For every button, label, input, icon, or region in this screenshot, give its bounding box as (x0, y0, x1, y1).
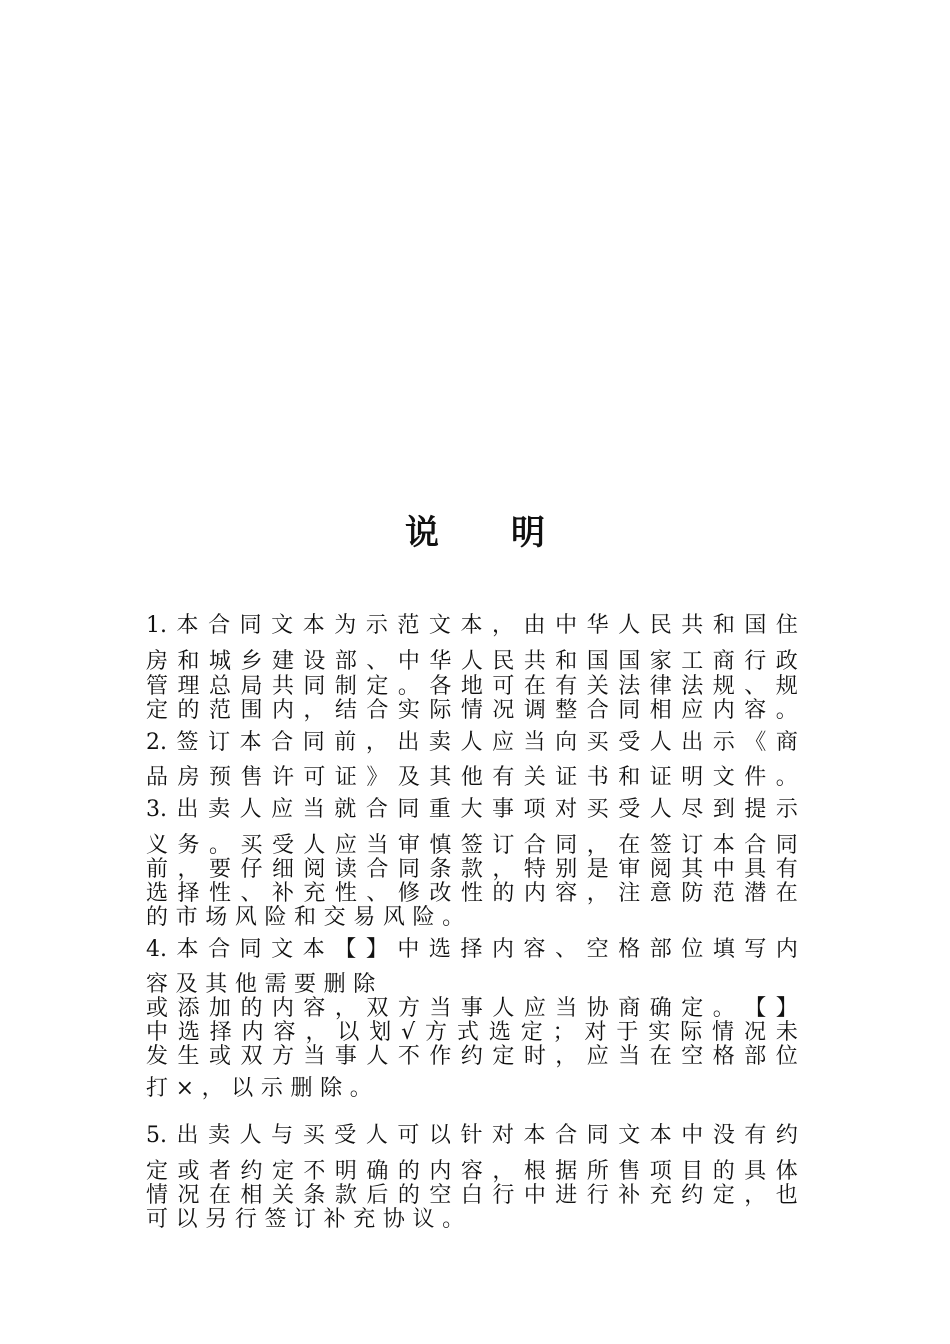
paragraph-4-line-1: 4. 本 合 同 文 本 【 】 中 选 择 内 容 、 空 格 部 位 填 写 内 (146, 937, 798, 962)
paragraph-4-line-4: 中 选 择 内 容 ， 以 划 √ 方 式 选 定 ； 对 于 实 际 情 况 未 (146, 1020, 798, 1045)
paragraph-3-line-2: 义 务 。 买 受 人 应 当 审 慎 签 订 合 同 ， 在 签 订 本 合 同 (146, 833, 798, 858)
paragraph-1-line-2: 房 和 城 乡 建 设 部 、 中 华 人 民 共 和 国 国 家 工 商 行 政 (146, 649, 798, 674)
paragraph-4-line-5: 发 生 或 双 方 当 事 人 不 作 约 定 时 ， 应 当 在 空 格 部 位 (146, 1044, 798, 1069)
paragraph-5-line-4: 可 以 另 行 签 订 补 充 协 议 。 (146, 1207, 465, 1232)
paragraph-5-line-3: 情 况 在 相 关 条 款 后 的 空 白 行 中 进 行 补 充 约 定 ， 也 (146, 1183, 798, 1208)
paragraph-3-line-5: 的 市 场 风 险 和 交 易 风 险 。 (146, 905, 465, 930)
paragraph-4-line-6: 打 × ， 以 示 删 除 。 (146, 1076, 372, 1101)
title-char-2: 明 (511, 513, 545, 553)
paragraph-3-line-1: 3. 出 卖 人 应 当 就 合 同 重 大 事 项 对 买 受 人 尽 到 提 示 (146, 797, 798, 822)
paragraph-1-line-1: 1. 本 合 同 文 本 为 示 范 文 本 ， 由 中 华 人 民 共 和 国 住 (146, 613, 798, 638)
paragraph-2-line-1: 2. 签 订 本 合 同 前 ， 出 卖 人 应 当 向 买 受 人 出 示 《 商 (146, 730, 798, 755)
title-char-1: 说 (405, 513, 439, 553)
paragraph-4-line-3: 或 添 加 的 内 容 ， 双 方 当 事 人 应 当 协 商 确 定 。 【 】 (146, 996, 798, 1021)
paragraph-5-line-1: 5. 出 卖 人 与 买 受 人 可 以 针 对 本 合 同 文 本 中 没 有 约 (146, 1123, 798, 1148)
paragraph-1-line-3: 管 理 总 局 共 同 制 定 。 各 地 可 在 有 关 法 律 法 规 、 规 (146, 674, 798, 699)
paragraph-3-line-4: 选 择 性 、 补 充 性 、 修 改 性 的 内 容 ， 注 意 防 范 潜 在 (146, 881, 798, 906)
paragraph-2-line-2: 品 房 预 售 许 可 证 》 及 其 他 有 关 证 书 和 证 明 文 件 。 (146, 765, 798, 790)
paragraph-3-line-3: 前 ， 要 仔 细 阅 读 合 同 条 款 ， 特 别 是 审 阅 其 中 具 有 (146, 857, 798, 882)
paragraph-1-line-4: 定 的 范 围 内 ， 结 合 实 际 情 况 调 整 合 同 相 应 内 容 。 (146, 698, 798, 723)
paragraph-5-line-2: 定 或 者 约 定 不 明 确 的 内 容 ， 根 据 所 售 项 目 的 具 体 (146, 1159, 798, 1184)
paragraph-4-line-2: 容 及 其 他 需 要 删 除 (146, 972, 376, 997)
page-title (0, 508, 950, 558)
